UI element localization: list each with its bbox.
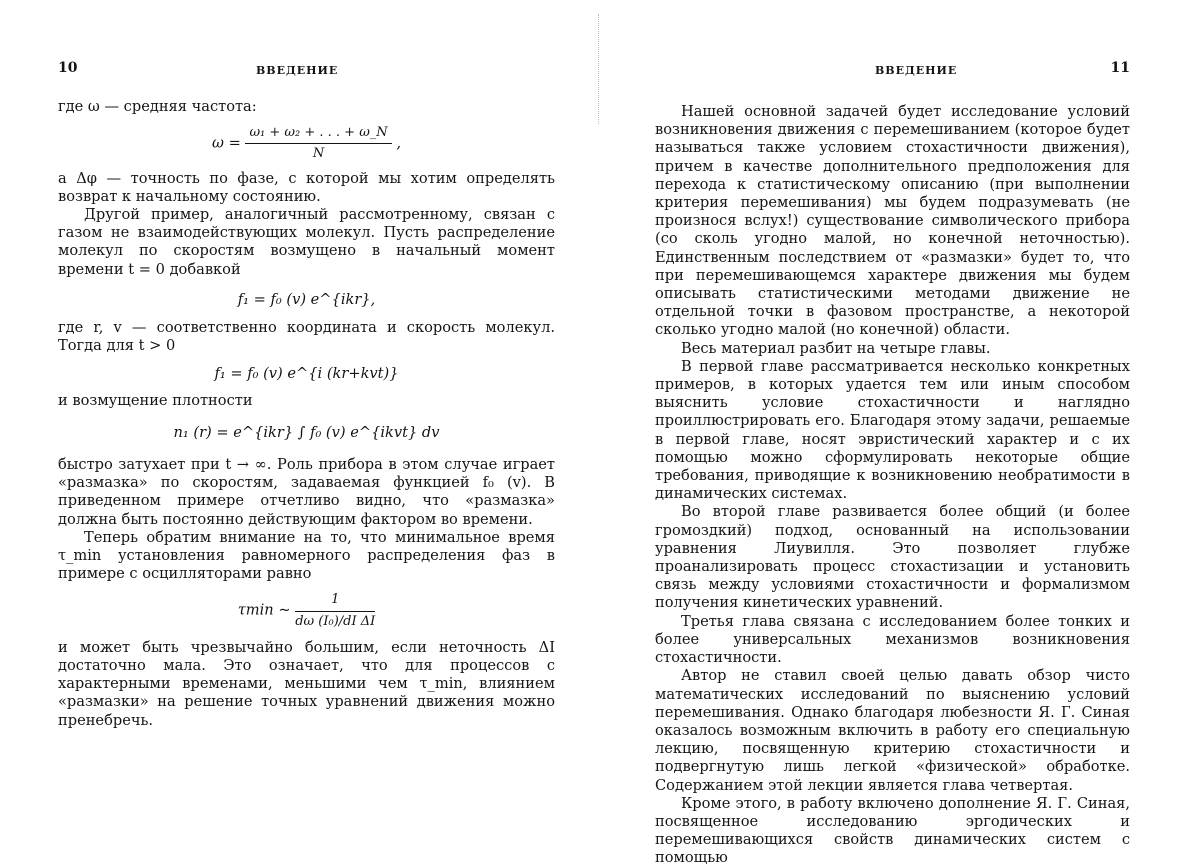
page-number: 11 [1110, 60, 1130, 76]
paragraph: где ω — средняя частота: [58, 98, 257, 115]
formula-lhs: τmin ~ [237, 602, 291, 620]
paragraph: Кроме этого, в работу включено дополнение Я. Г. Синая, посвященное исследованию эргодических и перемешивающихся свойств динамических систем с помощью [655, 794, 1130, 867]
paragraph: быстро затухает при t → ∞. Роль прибора в этом случае играет «размазка» по скоростям, задаваемая функцией f₀ (v). В приведенном примере отчетливо видно, что «размазка» должна быть постоянно действующим фактором во времени. [58, 456, 555, 528]
fraction [245, 124, 391, 163]
paragraph: Другой пример, аналогичный рассмотренному, связан с газом не взаимодействующих молекул. Пусть распределение молекул по скоростям возмущено в начальный момент времени t = 0 добавкой [58, 206, 555, 278]
gutter-dots [598, 14, 601, 124]
left-page-header [50, 62, 555, 82]
paragraph: В первой главе рассматривается несколько конкретных примеров, в которых удается тем или иным способом выяснить условие стохастичности и наглядно проиллюстрировать его. Благодаря этому задачи, решаемые в первой главе, носят эвристический характер и с их помощью можно сформулировать некоторые общие требования, приводящие к возникновению необратимости в динамических системах. [655, 357, 1130, 503]
formula-density: n₁ (r) = e^{ikr} ∫ f₀ (v) e^{ikvt} dv [173, 423, 440, 441]
paragraph: Теперь обратим внимание на то, что минимальное время τ_min установления равномерного распределения фаз в примере с осцилляторами равно [58, 528, 555, 583]
running-head: ВВЕДЕНИЕ [875, 64, 958, 77]
formula-lhs: ω = [212, 134, 241, 152]
denominator: N [312, 146, 325, 162]
formula-f1: f₁ = f₀ (v) e^{ikr}, [237, 290, 376, 308]
left-page-body [58, 98, 555, 730]
numerator: ω₁ + ω₂ + . . . + ω_N [245, 124, 391, 144]
paragraph: где r, v — соответственно координата и скорость молекул. Тогда для t > 0 [58, 319, 555, 355]
denominator: dω (I₀)/dI ΔI [295, 613, 376, 629]
left-page [50, 0, 555, 848]
running-head: ВВЕДЕНИЕ [256, 64, 339, 77]
paragraph: Автор не ставил своей целью давать обзор чисто математических исследований по выяснению условий перемешивания. Однако благодаря любезности Я. Г. Синая оказалось возможным включить в работу его специальную лекцию, посвященную критерию стохастичности и подвергнутую лишь легкой «физической» обработке. Содержанием этой лекции является глава четвертая. [655, 667, 1130, 794]
numerator: 1 [295, 591, 375, 611]
page-number: 10 [58, 60, 78, 76]
paragraph: Во второй главе развивается более общий (и более громоздкий) подход, основанный на использовании уравнения Лиувилля. Это позволяет глубже проанализировать процесс стохастизации и установить связь между условиями стохастичности и формализмом получения кинетических уравнений. [655, 503, 1130, 612]
right-page-body [655, 103, 1130, 868]
fraction [295, 591, 375, 630]
paragraph: Нашей основной задачей будет исследование условий возникновения движения с перемешиванием (которое будет называться также условием стохастичности движения), причем в качестве дополнительного предположения для перехода к статистическому описанию (при выполнении критерия перемешивания) мы будем подразумевать (не произнося вслух!) существование символического прибора (со сколь угодно малой, но конечной неточностью). Единственным последствием от «размазки» будет то, что при перемешивающемся характере движения мы будем описывать статистическими методами движение не отдельной точки в фазовом пространстве, а некоторой сколько угодно малой (но конечной) области. [655, 103, 1130, 339]
paragraph: Весь материал разбит на четыре главы. [681, 339, 991, 357]
formula-tau-min [58, 591, 555, 630]
formula-tail: , [396, 134, 401, 152]
paragraph: и может быть чрезвычайно большим, если неточность ΔI достаточно мала. Это означает, что для процессов с характерными временами, меньшими чем τ_min, влиянием «размазки» на решение точных уравнений движения можно пренебречь. [58, 638, 555, 729]
formula-mean-frequency [58, 124, 555, 163]
paragraph: и возмущение плотности [58, 391, 253, 409]
paragraph: Третья глава связана с исследованием более тонких и более универсальных механизмов возникновения стохастичности. [655, 612, 1130, 667]
paragraph: а Δφ — точность по фазе, с которой мы хотим определять возврат к начальному состоянию. [58, 169, 555, 205]
right-page-header [655, 62, 1130, 82]
right-page [655, 0, 1130, 867]
formula-f1-time: f₁ = f₀ (v) e^{i (kr+kvt)} [214, 365, 399, 383]
